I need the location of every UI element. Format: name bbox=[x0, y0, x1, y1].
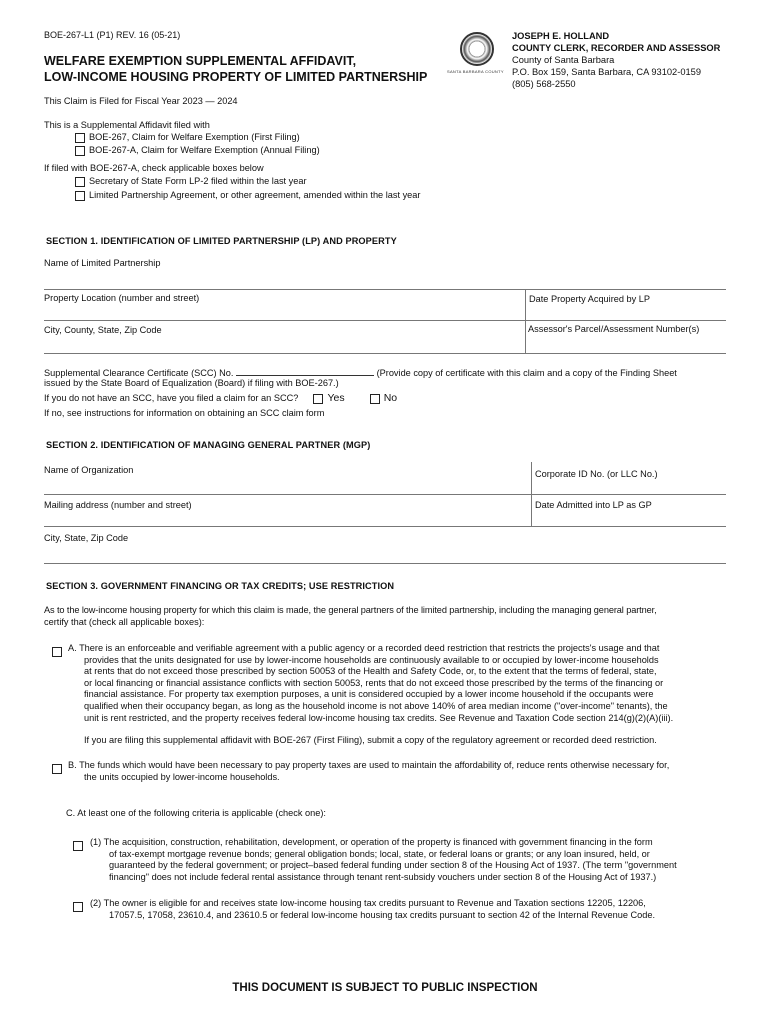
filed-with-option-boe267[interactable]: BOE-267, Claim for Welfare Exemption (First Filing) bbox=[75, 132, 300, 144]
if-filed-intro: If filed with BOE-267-A, check applicable boxes below bbox=[44, 163, 264, 173]
clerk-title: COUNTY CLERK, RECORDER AND ASSESSOR bbox=[512, 43, 721, 53]
divider bbox=[44, 526, 726, 527]
form-title-line2: LOW-INCOME HOUSING PROPERTY OF LIMITED PARTNERSHIP bbox=[44, 70, 428, 84]
option-a-checkbox[interactable] bbox=[52, 643, 66, 661]
if-filed-option-lp2[interactable]: Secretary of State Form LP-2 filed within the last year bbox=[75, 176, 307, 188]
divider bbox=[525, 289, 526, 353]
seal-caption: SANTA BARBARA COUNTY bbox=[447, 69, 504, 74]
form-title-line1: WELFARE EXEMPTION SUPPLEMENTAL AFFIDAVIT, bbox=[44, 54, 357, 68]
option-c2-text: (2) The owner is eligible for and receives state low-income housing tax credits pursuant to Revenue and Taxation sections 12205, 12206, 17057.5, 17058, 23610.4, and 23610.5 or federal low-income housing tax credits pursuant to section 42 of the Internal Revenue Code. bbox=[90, 898, 656, 920]
divider bbox=[44, 494, 726, 495]
apn-label: Assessor's Parcel/Assessment Number(s) bbox=[528, 324, 700, 334]
scc-number-field[interactable] bbox=[236, 366, 374, 376]
clerk-block bbox=[512, 30, 720, 90]
checkbox[interactable] bbox=[75, 177, 85, 187]
option-c-intro: C. At least one of the following criteria is applicable (check one): bbox=[66, 808, 326, 818]
public-inspection-footer: THIS DOCUMENT IS SUBJECT TO PUBLIC INSPECTION bbox=[232, 982, 538, 994]
date-admitted-label: Date Admitted into LP as GP bbox=[535, 500, 652, 510]
lp-name-label: Name of Limited Partnership bbox=[44, 258, 161, 268]
filed-with-intro: This is a Supplemental Affidavit filed with bbox=[44, 120, 210, 130]
date-acquired-label: Date Property Acquired by LP bbox=[529, 294, 651, 304]
section2-heading: SECTION 2. IDENTIFICATION OF MANAGING GENERAL PARTNER (MGP) bbox=[46, 440, 371, 450]
checkbox[interactable] bbox=[75, 191, 85, 201]
section3-intro: As to the low-income housing property for which this claim is made, the general partners of the limited partnership, including the managing general partner, certify that (check all applicable boxes): bbox=[44, 605, 657, 627]
checkbox[interactable] bbox=[75, 133, 85, 143]
option-c1-checkbox[interactable] bbox=[73, 837, 87, 855]
filed-with-option-boe267a[interactable]: BOE-267-A, Claim for Welfare Exemption (Annual Filing) bbox=[75, 145, 320, 157]
divider bbox=[44, 289, 726, 290]
option-a-note: If you are filing this supplemental affidavit with BOE-267 (First Filing), submit a copy of the regulatory agreement or recorded deed restriction. bbox=[84, 735, 657, 745]
option-b-checkbox[interactable] bbox=[52, 760, 66, 778]
option-b-text: B. The funds which would have been necessary to pay property taxes are used to maintain the affordability of, reduce rents otherwise necessary for, the units occupied by lower-income households. bbox=[68, 760, 670, 782]
county-seal-icon bbox=[460, 32, 494, 66]
option-a-text: A. There is an enforceable and verifiable agreement with a public agency or a recorded deed restriction that restricts the projects's usage and that provides that the units designated for use by lower-income households are continuously available to or occupied by lower-income households at rents that do not exceed those prescribed by section 50053 of the Health and Safety Code, or, to the extent that the terms of federal, state, or local financing or financial assistance conflicts with section 50053, rents that do not exceed those prescribed by the terms of the financing or financial assistance. For property tax exemption purposes, a unit is considered occupied by a lower income household if the occupants were qualified when their occupancy began, as long as the household income is not above 140% of area median income ("over-income" tenants), the unit is rent restricted, and the property receives federal low-income housing tax credits. See Revenue and Taxation Code section 214(g)(2)(A)(iii). bbox=[68, 643, 674, 723]
section1-heading: SECTION 1. IDENTIFICATION OF LIMITED PARTNERSHIP (LP) AND PROPERTY bbox=[46, 236, 397, 246]
clerk-county: County of Santa Barbara bbox=[512, 55, 615, 65]
scc-yes-checkbox[interactable] bbox=[313, 394, 323, 404]
divider bbox=[44, 563, 726, 564]
option-c2-checkbox[interactable] bbox=[73, 898, 87, 916]
fiscal-year: This Claim is Filed for Fiscal Year 2023 — 2024 bbox=[44, 96, 238, 106]
mailing-address-label: Mailing address (number and street) bbox=[44, 500, 192, 510]
section3-heading: SECTION 3. GOVERNMENT FINANCING OR TAX CREDITS; USE RESTRICTION bbox=[46, 581, 395, 591]
scc-question: If you do not have an SCC, have you filed a claim for an SCC? Yes No bbox=[44, 392, 398, 404]
scc-instructions: If no, see instructions for information on obtaining an SCC claim form bbox=[44, 408, 325, 418]
divider bbox=[44, 320, 726, 321]
if-filed-option-agreement[interactable]: Limited Partnership Agreement, or other agreement, amended within the last year bbox=[75, 190, 420, 202]
divider bbox=[44, 353, 726, 354]
mgp-city-label: City, State, Zip Code bbox=[44, 533, 129, 543]
form-id: BOE-267-L1 (P1) REV. 16 (05-21) bbox=[44, 30, 181, 40]
property-location-label: Property Location (number and street) bbox=[44, 293, 200, 303]
clerk-phone: (805) 568-2550 bbox=[512, 79, 576, 89]
scc-line1: Supplemental Clearance Certificate (SCC) No. (Provide copy of certificate with this claim and a copy of the Finding Sheet bbox=[44, 368, 677, 378]
org-name-label: Name of Organization bbox=[44, 465, 134, 475]
clerk-address: P.O. Box 159, Santa Barbara, CA 93102-0159 bbox=[512, 67, 701, 77]
city-county-label: City, County, State, Zip Code bbox=[44, 325, 162, 335]
option-c1-text: (1) The acquisition, construction, rehabilitation, development, or operation of the property is financed with government financing in the form of tax-exempt mortgage revenue bonds; general obligation bonds; local, state, or federal loans or grants; or any loan insured, held, or guaranteed by the federal government; or project–based federal funding under section 8 of the Housing Act of 1937. (The term "government financing" does not include federal rental assistance through tenant rent-subsidy vouchers under section 8 of the Housing Act of 1937.) bbox=[90, 837, 677, 882]
scc-line2: issued by the State Board of Equalization (Board) if filing with BOE-267.) bbox=[44, 378, 339, 388]
corp-id-label: Corporate ID No. (or LLC No.) bbox=[535, 469, 658, 479]
checkbox[interactable] bbox=[75, 146, 85, 156]
scc-no-checkbox[interactable] bbox=[370, 394, 380, 404]
clerk-name: JOSEPH E. HOLLAND bbox=[512, 31, 610, 41]
